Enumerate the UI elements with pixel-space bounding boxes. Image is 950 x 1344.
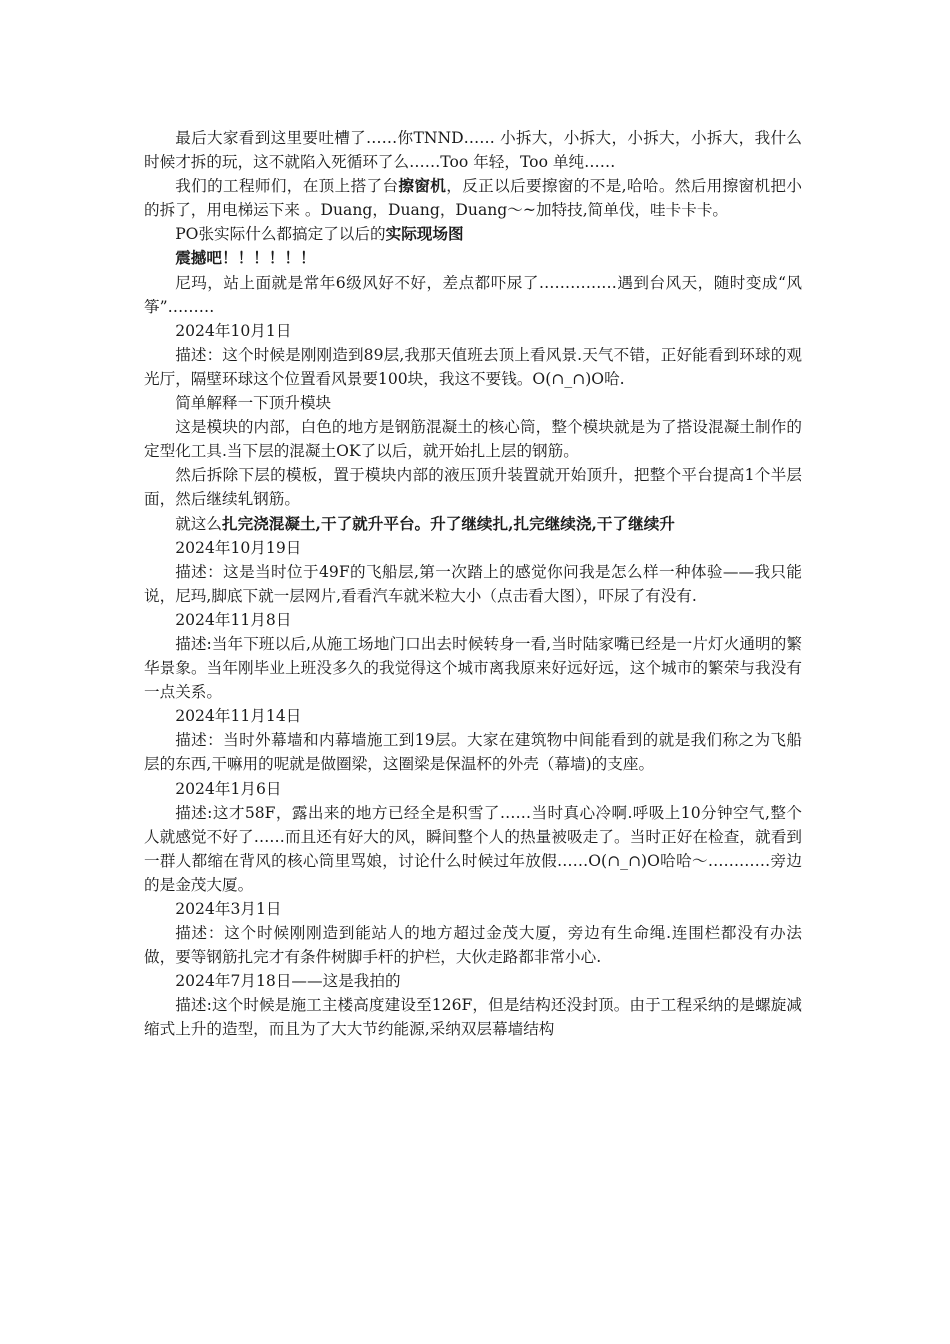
document-body xyxy=(144,126,802,1042)
text-run: 描述：这个时候是刚刚造到89层,我那天值班去顶上看风景.天气不错，正好能看到环球的观光厅，隔壁环球这个位置看风景要100块，我这不要钱。O(∩_∩)O哈. xyxy=(144,345,802,388)
paragraph xyxy=(144,897,802,921)
text-run: 2024年7月18日——这是我拍的 xyxy=(175,972,401,991)
paragraph xyxy=(144,969,802,993)
bold-text: 扎完浇混凝土,干了就升平台。升了继续扎,扎完继续浇,干了继续升 xyxy=(221,513,675,533)
paragraph xyxy=(144,222,802,246)
paragraph xyxy=(144,536,802,560)
paragraph xyxy=(144,560,802,608)
text-run: 尼玛，站上面就是常年6级风好不好，差点都吓尿了……………遇到台风天，随时变成“风筝”……… xyxy=(144,273,802,316)
paragraph xyxy=(144,343,802,391)
text-run: 最后大家看到这里要吐槽了……你TNND…… 小拆大，小拆大，小拆大，小拆大，我什么时候才拆的玩，这不就陷入死循环了么……Too 年轻，Too 单纯…… xyxy=(144,129,802,172)
text-run: 描述:这个时候是施工主楼高度建设至126F，但是结构还没封顶。由于工程采纳的是螺旋减缩式上升的造型，而且为了大大节约能源,采纳双层幕墙结构 xyxy=(144,996,802,1039)
text-run: 描述：当时外幕墙和内幕墙施工到19层。大家在建筑物中间能看到的就是我们称之为飞船层的东西,干嘛用的呢就是做圈梁，这圈梁是保温杯的外壳（幕墙)的支座。 xyxy=(144,731,802,774)
text-run: 就这么 xyxy=(175,514,222,533)
text-run: 2024年10月19日 xyxy=(175,538,302,557)
bold-text: 震撼吧！！！！！！ xyxy=(175,248,316,268)
paragraph xyxy=(144,608,802,632)
paragraph xyxy=(144,271,802,319)
text-run: 2024年10月1日 xyxy=(175,321,292,340)
paragraph xyxy=(144,801,802,897)
text-run: 2024年3月1日 xyxy=(175,900,282,918)
text-run: 然后拆除下层的模板，置于模块内部的液压顶升装置就开始顶升，把整个平台提高1个半层面，然后继续轧钢筋。 xyxy=(144,466,802,509)
paragraph xyxy=(144,415,802,463)
paragraph xyxy=(144,993,802,1041)
paragraph xyxy=(144,174,802,222)
text-run: 描述：这个时候刚刚造到能站人的地方超过金茂大厦，旁边有生命绳.连围栏都没有办法做，要等钢筋扎完才有条件树脚手杆的护栏，大伙走路都非常小心. xyxy=(144,924,802,967)
bold-text: 实际现场图 xyxy=(385,224,464,244)
text-run: 2024年1月6日 xyxy=(175,779,282,798)
paragraph xyxy=(144,246,802,270)
paragraph xyxy=(144,728,802,776)
paragraph xyxy=(144,319,802,343)
text-run: 描述:这才58F，露出来的地方已经全是积雪了……当时真心冷啊.呼吸上10分钟空气,整个人就感觉不好了……而且还有好大的风，瞬间整个人的热量被吸走了。当时正好在检查，就看到一群人都缩在背风的核心筒里骂娘，讨论什么时候过年放假……O(∩_∩)O哈哈～…………旁边的是金茂大厦。 xyxy=(144,803,802,894)
text-run: 描述:当年下班以后,从施工场地门口出去时候转身一看,当时陆家嘴已经是一片灯火通明的繁华景象。当年刚毕业上班没多久的我觉得这个城市离我原来好远好远，这个城市的繁荣与我没有一点关系。 xyxy=(144,634,802,702)
text-run: 描述：这是当时位于49F的飞船层,第一次踏上的感觉你问我是怎么样一种体验——我只能说，尼玛,脚底下就一层网片,看看汽车就米粒大小（点击看大图），吓尿了有没有. xyxy=(144,562,802,605)
text-run: 2024年11月14日 xyxy=(175,707,302,726)
text-run: 我们的工程师们，在顶上搭了台 xyxy=(175,177,399,196)
paragraph xyxy=(144,704,802,728)
text-run: 2024年11月8日 xyxy=(175,610,292,629)
paragraph xyxy=(144,921,802,969)
bold-text: 擦窗机 xyxy=(398,176,447,196)
text-run: 简单解释一下顶升模块 xyxy=(175,394,332,413)
text-run: PO张实际什么都搞定了以后的 xyxy=(175,225,386,244)
paragraph xyxy=(144,512,802,536)
paragraph xyxy=(144,632,802,704)
text-run: 这是模块的内部，白色的地方是钢筋混凝土的核心筒，整个模块就是为了搭设混凝土制作的定型化工具.当下层的混凝土OK了以后，就开始扎上层的钢筋。 xyxy=(144,418,802,461)
paragraph xyxy=(144,777,802,801)
paragraph xyxy=(144,391,802,415)
text-run: ，反正以后要擦窗的不是,哈哈。然后用擦窗机把小的拆了，用电梯运下来 。Duang，Duang，Duang～~加特技,简单伐，哇卡卡卡。 xyxy=(144,177,802,220)
paragraph xyxy=(144,126,802,174)
paragraph xyxy=(144,463,802,511)
